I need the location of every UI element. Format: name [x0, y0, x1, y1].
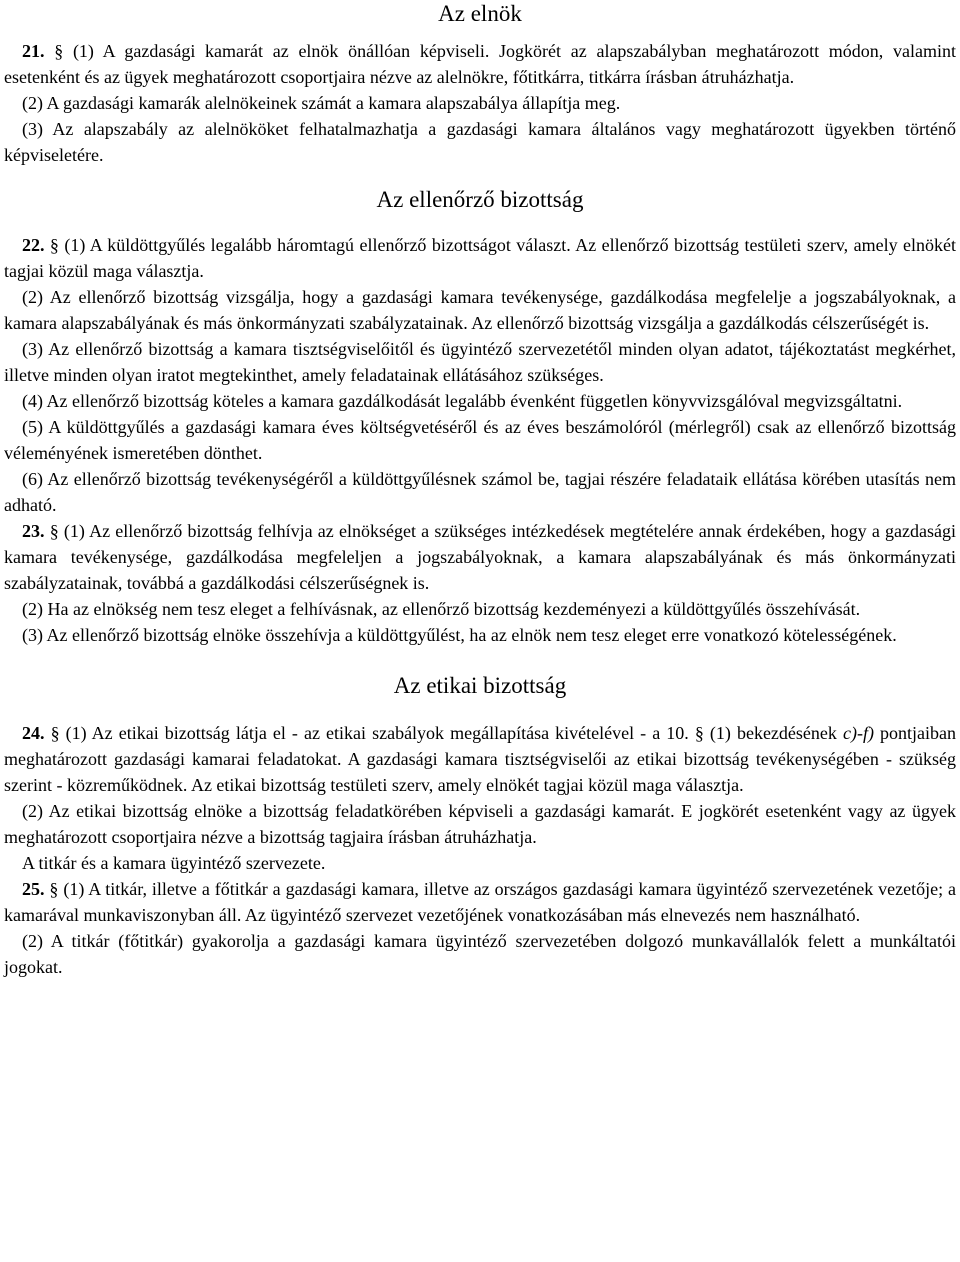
paragraph-text: § (1) A gazdasági kamarát az elnök önállóan képviseli. Jogkörét az alapszabályban meghatározott módon, valamint esetenként és az ügyek meghatározott csoportjaira nézve az alelnökre, főtitkárra, titkárra írásban átruházhatja.	[4, 41, 956, 87]
paragraph-23-2	[4, 596, 956, 622]
paragraph-text: (6) Az ellenőrző bizottság tevékenységéről a küldöttgyűlésnek számol be, tagjai részére feladataik ellátása körében utasítás nem adható.	[4, 469, 956, 515]
paragraph-text: § (1) Az ellenőrző bizottság felhívja az elnökséget a szükséges intézkedések megtételére annak érdekében, hogy a gazdasági kamara tevékenysége, gazdálkodása megfeleljen a jogszabályoknak, a kamara alapszabályának és más önkormányzati szabályzatainak, továbbá a gazdálkodási célszerűségnek is.	[4, 521, 956, 593]
paragraph-23-3	[4, 622, 956, 648]
paragraph-text: (3) Az ellenőrző bizottság elnöke összehívja a küldöttgyűlést, ha az elnök nem tesz eleget erre vonatkozó kötelességének.	[22, 625, 897, 645]
paragraph-text: § (1) Az etikai bizottság látja el - az etikai szabályok megállapítása kivételével - a 10. § (1) bekezdésének	[44, 723, 843, 743]
section-number: 25.	[22, 879, 45, 899]
paragraph-text: (3) Az alapszabály az alelnököket felhatalmazhatja a gazdasági kamara általános vagy meghatározott ügyekben történő képviseletére.	[4, 119, 956, 165]
paragraph-22-5	[4, 414, 956, 466]
paragraph-text: (2) Az etikai bizottság elnöke a bizottság feladatkörében képviseli a gazdasági kamarát. E jogkörét esetenként vagy az ügyek meghatározott csoportjaira nézve a bizottság tagjaira írásban átruházhatja.	[4, 801, 956, 847]
paragraph-21-1	[4, 38, 956, 90]
paragraph-23-1	[4, 518, 956, 596]
paragraph-21-2	[4, 90, 956, 116]
section-heading-elnok: Az elnök	[438, 1, 522, 26]
paragraph-21-3	[4, 116, 956, 168]
italic-reference: c)-f)	[842, 723, 874, 743]
paragraph-text: pontjaiban meghatározott gazdasági kamarai feladatokat. A gazdasági kamara tisztségviselői az etikai bizottság tevékenységében - szükség szerint - közreműködnek. Az etikai bizottság testületi szerv, amely elnökét tagjai közül maga választja.	[4, 723, 956, 795]
paragraph-text: § (1) A titkár, illetve a főtitkár a gazdasági kamara, illetve az országos gazdasági kamara ügyintéző szervezetének vezetője; a kamarával munkaviszonyban áll. Az ügyintéző szervezet vezetőjének vonatkozásában más elnevezés nem használható.	[4, 879, 956, 925]
paragraph-text: (5) A küldöttgyűlés a gazdasági kamara éves költségvetéséről és az éves beszámolóról (mérlegről) csak az ellenőrző bizottság véleményének ismeretében dönthet.	[4, 417, 956, 463]
paragraph-text: (2) Az ellenőrző bizottság vizsgálja, hogy a gazdasági kamara tevékenysége, gazdálkodása megfelelje a jogszabályoknak, a kamara alapszabályának és más önkormányzati szabályzatainak. Az ellenőrző bizottság vizsgálja a gazdálkodás célszerűségét is.	[4, 287, 956, 333]
paragraph-text: § (1) A küldöttgyűlés legalább háromtagú ellenőrző bizottságot választ. Az ellenőrző bizottság testületi szerv, amely elnökét tagjai közül maga választja.	[4, 235, 956, 281]
section-number: 23.	[22, 521, 45, 541]
paragraph-22-6	[4, 466, 956, 518]
section-heading-etikai-bizottsag: Az etikai bizottság	[393, 673, 567, 698]
paragraph-text: (2) Ha az elnökség nem tesz eleget a felhívásnak, az ellenőrző bizottság kezdeményezi a küldöttgyűlés összehívását.	[22, 599, 861, 619]
section-number: 22.	[22, 235, 45, 255]
paragraph-22-3	[4, 336, 956, 388]
paragraph-22-1	[4, 232, 956, 284]
paragraph-25-1	[4, 876, 956, 928]
paragraph-subtitle-titkar	[4, 850, 956, 876]
paragraph-24-2	[4, 798, 956, 850]
paragraph-text: (2) A titkár (főtitkár) gyakorolja a gazdasági kamara ügyintéző szervezetében dolgozó munkavállalók felett a munkáltatói jogokat.	[4, 931, 956, 977]
paragraph-text: A titkár és a kamara ügyintéző szervezete.	[22, 853, 326, 873]
paragraph-22-4	[4, 388, 956, 414]
paragraph-24-1	[4, 720, 956, 798]
paragraph-text: (2) A gazdasági kamarák alelnökeinek számát a kamara alapszabálya állapítja meg.	[22, 93, 621, 113]
paragraph-text: (3) Az ellenőrző bizottság a kamara tisztségviselőitől és ügyintéző szervezetétől minden olyan adatot, tájékoztatást megkérhet, illetve minden olyan iratot megtekinthet, amely feladatainak ellátásához szükséges.	[4, 339, 956, 385]
section-number: 21.	[22, 41, 45, 61]
paragraph-text: (4) Az ellenőrző bizottság köteles a kamara gazdálkodását legalább évenként független könyvvizsgálóval megvizsgáltatni.	[22, 391, 903, 411]
paragraph-25-2	[4, 928, 956, 980]
section-number: 24.	[22, 723, 45, 743]
paragraph-22-2	[4, 284, 956, 336]
section-heading-ellenorzo-bizottsag: Az ellenőrző bizottság	[376, 187, 584, 212]
